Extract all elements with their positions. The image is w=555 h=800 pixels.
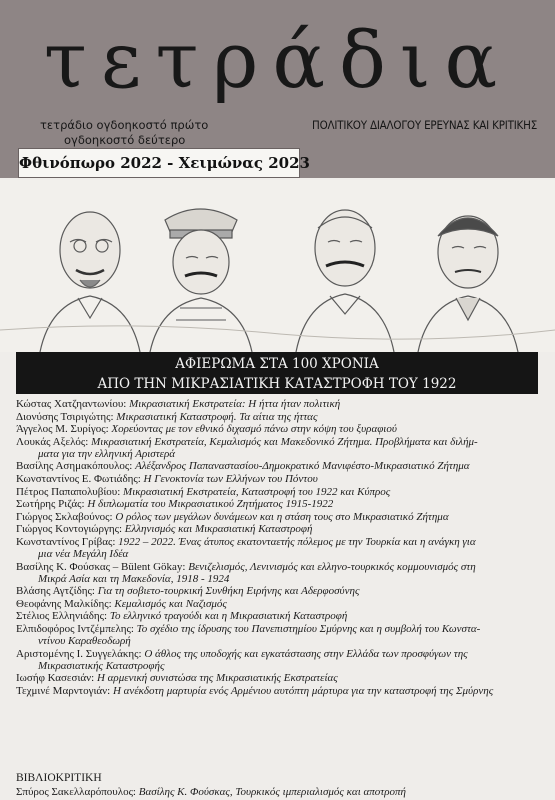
- toc-author: Βασίλης Ασημακόπουλος:: [16, 460, 133, 473]
- table-of-contents: [16, 398, 538, 697]
- toc-title-cont: Μικρασιατικής Καταστροφής: [38, 659, 165, 672]
- toc-title: Μικρασιατική Εκστρατεία: Η ήττα ήταν πολιτική: [129, 398, 341, 410]
- toc-entry: [16, 610, 538, 622]
- toc-title: Η αρμενική συνιστώσα της Μικρασιατικής Εκστρατείας: [96, 672, 338, 685]
- season-label: Φθινόπωρο 2022 - Χειμώνας 2023: [18, 148, 300, 178]
- review-title: Βασίλης Κ. Φούσκας, Τουρκικός ιμπεριαλισμός και αποτροπή: [138, 786, 406, 798]
- toc-author: Αριστομένης Ι. Συγγελάκης:: [16, 647, 142, 660]
- toc-entry: [16, 561, 538, 585]
- toc-author: Ιωσήφ Κασεσιάν:: [16, 672, 95, 685]
- toc-author: Γιώργος Σκλαβούνος:: [16, 510, 113, 523]
- toc-entry: [16, 685, 538, 697]
- toc-title: Για τη σοβιετο-τουρκική Συνθήκη Ειρήνης και Αδερφοσύνης: [97, 585, 360, 598]
- toc-entry: [16, 473, 538, 485]
- toc-title: Η διπλωματία του Μικρασιατικού Ζητήματος 1915-1922: [87, 498, 334, 511]
- toc-entry: [16, 398, 538, 410]
- toc-title: Μικρασιατική Καταστροφή. Τα αίτια της ήττας: [116, 410, 318, 423]
- toc-entry: [16, 423, 538, 435]
- issue-number: [40, 118, 208, 148]
- toc-title-cont: μια νέα Μεγάλη Ιδέα: [38, 547, 129, 560]
- toc-title: Μικρασιατική Εκστρατεία, Καταστροφή του 1922 και Κύπρος: [123, 485, 391, 498]
- book-review-entry: [16, 786, 406, 798]
- toc-entry: [16, 585, 538, 597]
- masthead-title: τετράδια: [43, 16, 512, 106]
- toc-entry: [16, 623, 538, 647]
- portraits-sketch: [0, 180, 555, 352]
- toc-entry: [16, 511, 538, 523]
- toc-author: Ελπιδοφόρος Ιντζέμπελης:: [16, 622, 134, 635]
- banner-line2: ΑΠΟ ΤΗΝ ΜΙΚΡΑΣΙΑΤΙΚΗ ΚΑΤΑΣΤΡΟΦΗ ΤΟΥ 1922: [97, 376, 457, 392]
- toc-author: Κωνσταντίνος Ε. Φωτιάδης:: [16, 472, 141, 485]
- toc-entry: [16, 436, 538, 460]
- toc-title: Ο άθλος της υποδοχής και εγκατάστασης στην Ελλάδα των προσφύγων της: [144, 647, 468, 660]
- toc-title-cont: ματα για την ελληνική Αριστερά: [38, 447, 176, 460]
- toc-title: Το ελληνικό τραγούδι και η Μικρασιατική Καταστροφή: [109, 610, 348, 623]
- issue-number-line1: τετράδιο ογδοηκοστό πρώτο: [40, 118, 209, 132]
- toc-entry: [16, 411, 538, 423]
- toc-entry: [16, 536, 538, 560]
- toc-entry: [16, 460, 538, 472]
- toc-title: Ο ρόλος των μεγάλων δυνάμεων και η στάση τους στο Μικρασιατικό Ζήτημα: [115, 510, 449, 523]
- toc-title: Το σχέδιο της ίδρυσης του Πανεπιστημίου Σμύρνης και η συμβολή του Κωνστα-: [136, 622, 481, 635]
- toc-title: Κεμαλισμός και Ναζισμός: [114, 597, 227, 610]
- review-author: Σπύρος Σακελλαρόπουλος:: [16, 786, 136, 798]
- toc-entry: [16, 523, 538, 535]
- banner-line1: ΑΦΙΕΡΩΜΑ ΣΤΑ 100 ΧΡΟΝΙΑ: [175, 356, 379, 372]
- toc-author: Άγγελος Μ. Συρίγος:: [16, 423, 109, 436]
- issue-number-line2: ογδοηκοστό δεύτερο: [64, 133, 186, 147]
- portrait-illustration: [0, 180, 555, 352]
- toc-title: Αλέξανδρος Παπαναστασίου-Δημοκρατικό Μανιφέστο-Μικρασιατικό Ζήτημα: [135, 460, 470, 473]
- toc-title-cont: ντίνου Καραθεοδωρή: [38, 634, 131, 647]
- toc-author: Βλάσης Αγτζίδης:: [16, 585, 95, 598]
- toc-title: Ελληνισμός και Μικρασιατική Καταστροφή: [124, 523, 313, 536]
- toc-title: 1922 – 2022. Ένας άτυπος εκατονταετής πόλεμος με την Τουρκία και η ανάγκη για: [118, 535, 476, 548]
- toc-entry: [16, 672, 538, 684]
- toc-title: Βενιζελισμός, Λενινισμός και ελληνο-τουρκικός κομμουνισμός στη: [188, 560, 476, 573]
- toc-author: Κωνσταντίνος Γρίβας:: [16, 535, 116, 548]
- book-review-heading: ΒΙΒΛΙΟΚΡΙΤΙΚΗ: [16, 772, 102, 784]
- toc-author: Λουκάς Αξελός:: [16, 435, 89, 448]
- toc-entry: [16, 598, 538, 610]
- toc-entry: [16, 498, 538, 510]
- dedication-banner: [16, 352, 538, 394]
- toc-title: Η ανέκδοτη μαρτυρία ενός Αρμένιου αυτόπτη μάρτυρα για την καταστροφή της Σμύρνης: [112, 684, 494, 697]
- toc-author: Στέλιος Ελληνιάδης:: [16, 610, 108, 623]
- tagline: ΠΟΛΙΤΙΚΟΥ ΔΙΑΛΟΓΟΥ ΕΡΕΥΝΑΣ ΚΑΙ ΚΡΙΤΙΚΗΣ: [312, 118, 538, 132]
- toc-author: Τεχμινέ Μαρντογιάν:: [16, 684, 111, 697]
- toc-author: Διονύσης Τσιριγώτης:: [16, 410, 114, 423]
- toc-author: Κώστας Χατζηαντωνίου:: [16, 398, 127, 410]
- toc-author: Γιώργος Κοντογιώργης:: [16, 523, 123, 536]
- toc-entry: [16, 648, 538, 672]
- toc-title: Η Γενοκτονία των Ελλήνων του Πόντου: [143, 472, 318, 485]
- toc-title: Χορεύοντας με τον εθνικό διχασμό πάνω στην κόψη του ξυραφιού: [111, 423, 397, 436]
- header-band: [0, 0, 555, 178]
- toc-author: Θεοφάνης Μαλκίδης:: [16, 597, 112, 610]
- toc-author: Σωτήρης Ριζάς:: [16, 498, 85, 511]
- toc-author: Βασίλης Κ. Φούσκας – Bülent Gökay:: [16, 560, 186, 573]
- toc-entry: [16, 486, 538, 498]
- toc-author: Πέτρος Παπαπολυβίου:: [16, 485, 121, 498]
- toc-title: Μικρασιατική Εκστρατεία, Κεμαλισμός και Μακεδονικό Ζήτημα. Προβλήματα και διλήμ-: [91, 435, 478, 448]
- toc-title-cont: Μικρά Ασία και τη Μακεδονία, 1918 - 1924: [38, 572, 230, 585]
